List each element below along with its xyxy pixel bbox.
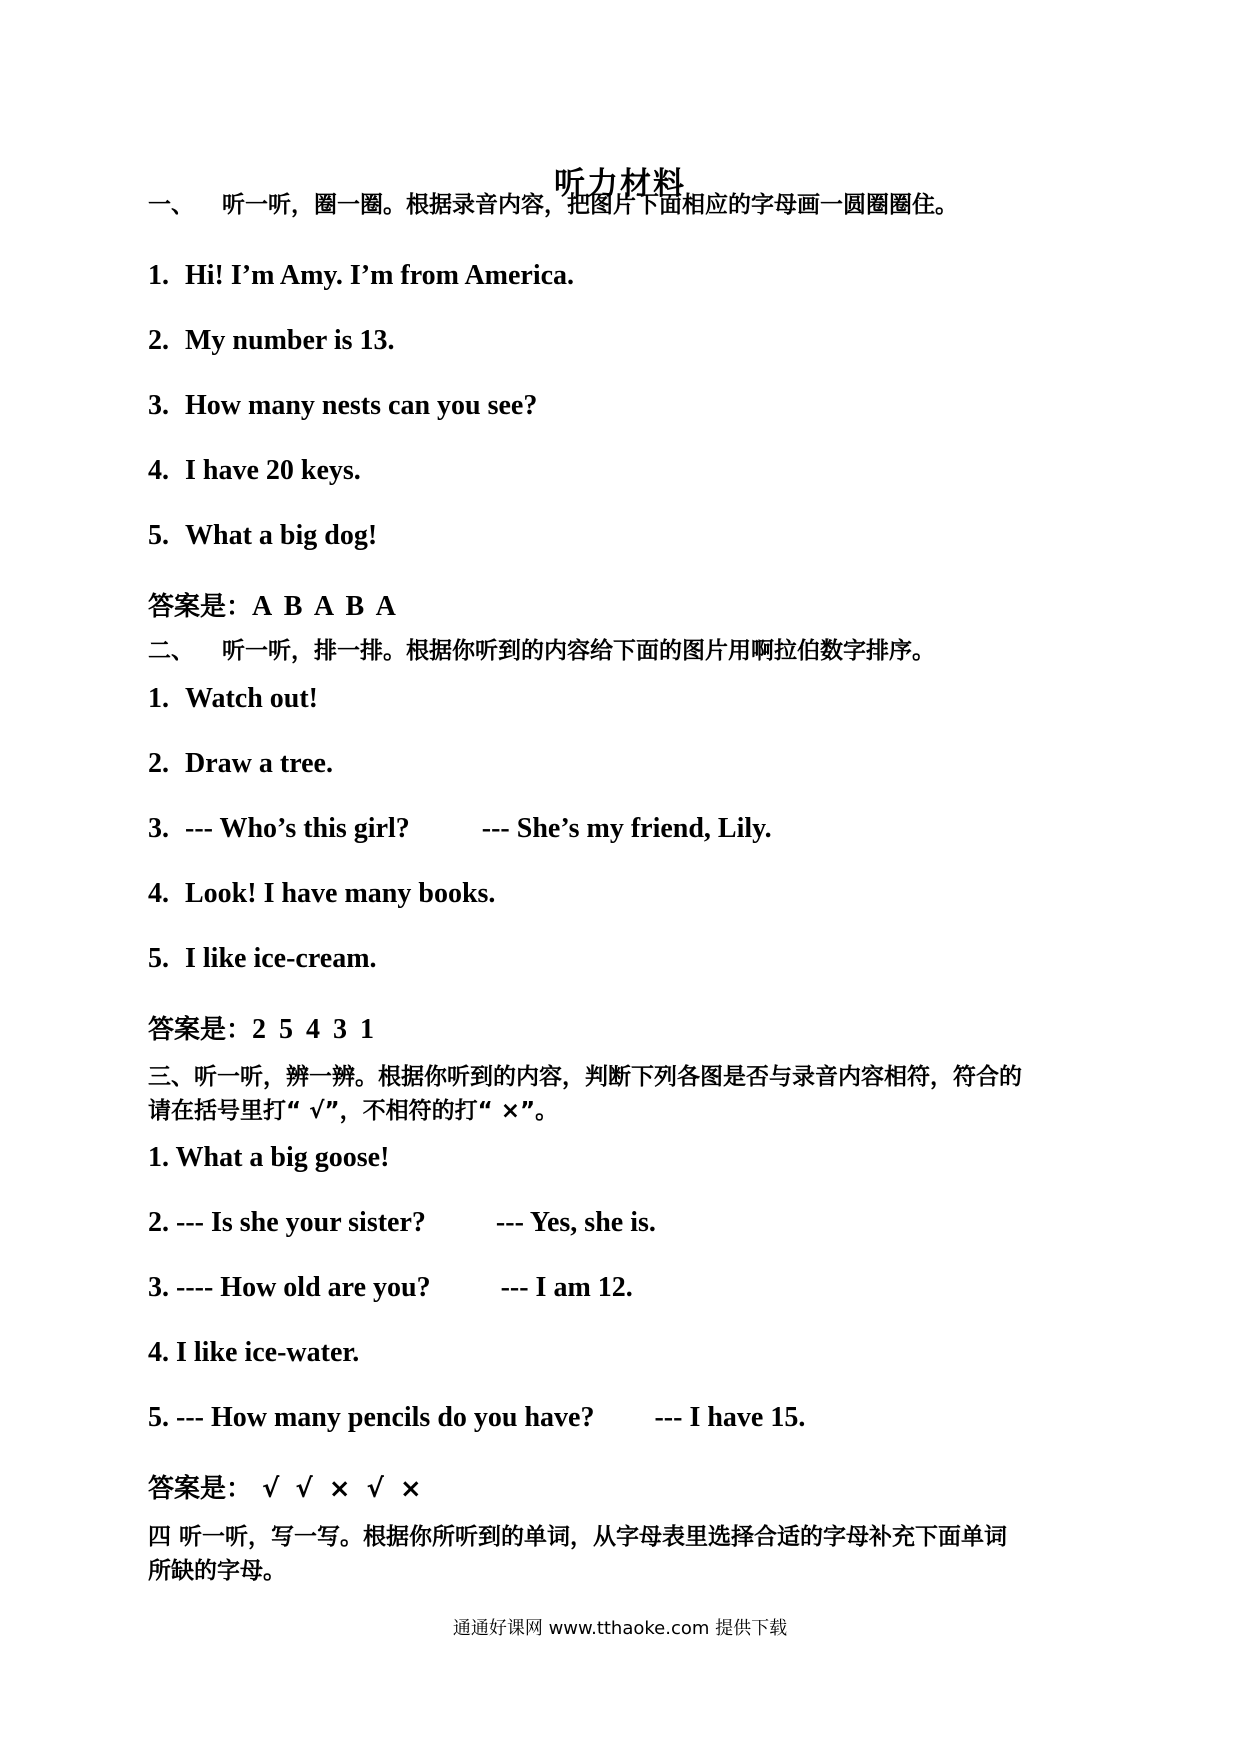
section-3-item-5: 5. --- How many pencils do you have? --- I have 15. xyxy=(148,1402,806,1433)
section-2-item-4: 4. Look! I have many books. xyxy=(148,878,496,909)
answer-mark-3: × xyxy=(328,1474,351,1504)
section-2-item-3: 3. --- Who’s this girl? --- She’s my friend, Lily. xyxy=(148,813,772,844)
section-4-instruction xyxy=(148,1520,1108,1588)
page-title: 听力材料 xyxy=(554,166,686,202)
section-3-item-3: 3. ---- How old are you? --- I am 12. xyxy=(148,1272,633,1303)
page-footer: 通通好课网 www.tthaoke.com 提供下载 xyxy=(452,1618,788,1639)
section-3-text-line1: 听一听，辨一辨。根据你听到的内容，判断下列各图是否与录音内容相符，符合的 xyxy=(194,1064,1022,1090)
section-1-item-2: 2. My number is 13. xyxy=(148,325,395,356)
section-1-item-3: 3. How many nests can you see? xyxy=(148,390,538,421)
section-1-item-5: 5. What a big dog! xyxy=(148,520,378,551)
section-1-text: 听一听，圈一圈。根据录音内容，把图片下面相应的字母画一圆圈圈住。 xyxy=(222,192,958,218)
section-2-answer: 答案是：2 5 4 3 1 xyxy=(148,1014,378,1045)
section-1-item-4: 4. I have 20 keys. xyxy=(148,455,361,486)
section-3-item-2: 2. --- Is she your sister? --- Yes, she is. xyxy=(148,1207,656,1238)
section-1-item-1: 1. Hi! I’m Amy. I’m from America. xyxy=(148,260,575,291)
section-2-item-5: 5. I like ice-cream. xyxy=(148,943,377,974)
section-3-text-line2: 请在括号里打“ √”，不相符的打“ ×”。 xyxy=(148,1098,559,1124)
section-3-item-1: 1. What a big goose! xyxy=(148,1142,390,1173)
section-2-item-1: 1. Watch out! xyxy=(148,683,318,714)
section-3-number: 三、 xyxy=(148,1064,194,1090)
section-2-text: 听一听，排一排。根据你听到的内容给下面的图片用啊拉伯数字排序。 xyxy=(222,638,935,664)
section-2-number: 二、 xyxy=(148,638,194,664)
section-4-number: 四 xyxy=(148,1524,171,1550)
section-3-instruction xyxy=(148,1060,1108,1128)
section-4-text-line2: 所缺的字母。 xyxy=(148,1558,286,1584)
section-1-number: 一、 xyxy=(148,192,194,218)
section-3-item-4: 4. I like ice-water. xyxy=(148,1337,360,1368)
section-1-instruction xyxy=(148,188,1108,222)
section-1-answer: 答案是：A B A B A xyxy=(148,591,399,622)
section-2-instruction xyxy=(148,634,1108,668)
section-2-item-2: 2. Draw a tree. xyxy=(148,748,333,779)
section-4-text-line1: 听一听，写一写。根据你所听到的单词，从字母表里选择合适的字母补充下面单词 xyxy=(179,1524,1008,1550)
answer-mark-4: √ xyxy=(366,1474,384,1504)
answer-mark-2: √ xyxy=(295,1474,313,1504)
section-3-answer: 答案是： √ √ × √ × xyxy=(148,1474,422,1504)
answer-mark-1: √ xyxy=(262,1474,280,1504)
answer-mark-5: × xyxy=(399,1474,422,1504)
